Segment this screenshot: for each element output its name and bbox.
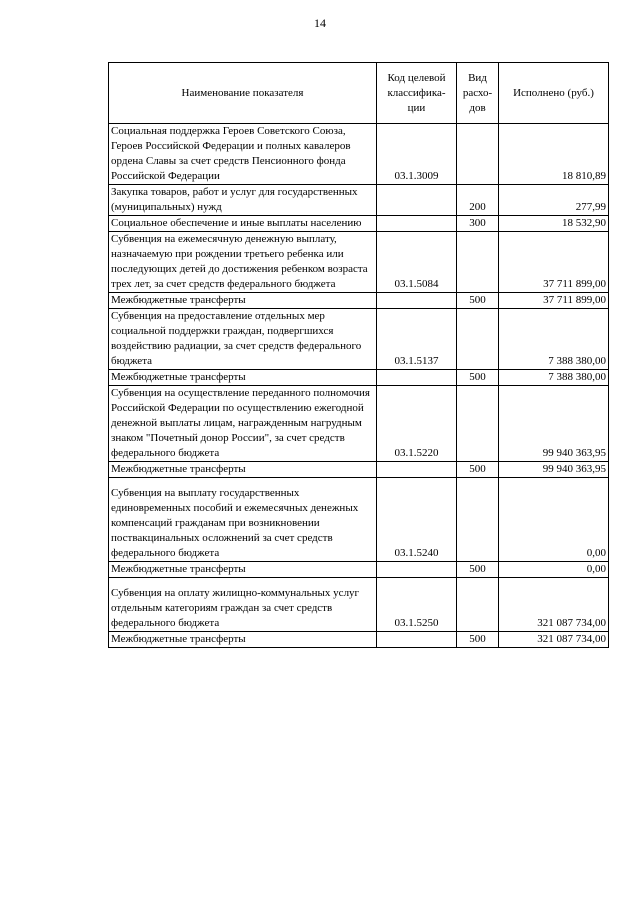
- row-code: 03.1.5250: [377, 578, 457, 632]
- row-code: [377, 462, 457, 478]
- expenditure-table: [108, 62, 609, 648]
- row-type: 500: [457, 632, 499, 648]
- row-name: Межбюджетные трансферты: [109, 632, 377, 648]
- row-name: Межбюджетные трансферты: [109, 293, 377, 309]
- row-sum: 277,99: [499, 185, 609, 216]
- row-sum: 99 940 363,95: [499, 462, 609, 478]
- row-name: Социальное обеспечение и иные выплаты населению: [109, 216, 377, 232]
- row-name: Субвенция на ежемесячную денежную выплату, назначаемую при рождении третьего ребенка или последующих детей до достижения ребенком возраста трех лет, за счет средств федерального бюджета: [109, 232, 377, 293]
- table-row: [109, 293, 609, 309]
- row-sum: 37 711 899,00: [499, 293, 609, 309]
- table-row: [109, 309, 609, 370]
- row-type: 500: [457, 562, 499, 578]
- row-sum: 18 532,90: [499, 216, 609, 232]
- table-row: [109, 632, 609, 648]
- table-row: [109, 216, 609, 232]
- row-sum: 18 810,89: [499, 124, 609, 185]
- page-number: 14: [314, 16, 326, 30]
- table-header-row: [109, 63, 609, 124]
- header-sum: Исполнено (руб.): [499, 63, 609, 124]
- row-code: [377, 293, 457, 309]
- row-code: [377, 632, 457, 648]
- row-name: Социальная поддержка Героев Советского Союза, Героев Российской Федерации и полных кавалеров ордена Славы за счет средств Пенсионного фонда Российской Федерации: [109, 124, 377, 185]
- row-name: Субвенция на осуществление переданного полномочия Российской Федерации по осуществлению ежегодной денежной выплаты лицам, награжденным нагрудным знаком "Почетный донор России", за счет средств федерального бюджета: [109, 386, 377, 462]
- row-sum: 37 711 899,00: [499, 232, 609, 293]
- row-code: [377, 216, 457, 232]
- row-code: [377, 370, 457, 386]
- row-code: 03.1.5220: [377, 386, 457, 462]
- row-type: 500: [457, 462, 499, 478]
- row-name: Закупка товаров, работ и услуг для государственных (муниципальных) нужд: [109, 185, 377, 216]
- row-sum: 321 087 734,00: [499, 632, 609, 648]
- row-code: [377, 562, 457, 578]
- row-name: Субвенция на оплату жилищно-коммунальных услуг отдельным категориям граждан за счет средств федерального бюджета: [109, 578, 377, 632]
- row-name: Субвенция на предоставление отдельных мер социальной поддержки граждан, подвергшихся воздействию радиации, за счет средств федерального бюджета: [109, 309, 377, 370]
- row-name: Субвенция на выплату государственных единовременных пособий и ежемесячных денежных компенсаций гражданам при возникновении поствакцинальных осложнений за счет средств федерального бюджета: [109, 478, 377, 562]
- table-row: [109, 370, 609, 386]
- header-type: Вид расхо-дов: [457, 63, 499, 124]
- table-row: [109, 478, 609, 562]
- row-sum: 99 940 363,95: [499, 386, 609, 462]
- row-type: [457, 309, 499, 370]
- row-name: Межбюджетные трансферты: [109, 462, 377, 478]
- table-row: [109, 185, 609, 216]
- row-type: 500: [457, 293, 499, 309]
- row-name: Межбюджетные трансферты: [109, 562, 377, 578]
- row-code: [377, 185, 457, 216]
- row-type: 200: [457, 185, 499, 216]
- row-sum: 0,00: [499, 562, 609, 578]
- table-row: [109, 578, 609, 632]
- row-code: 03.1.5137: [377, 309, 457, 370]
- row-code: 03.1.3009: [377, 124, 457, 185]
- table-row: [109, 462, 609, 478]
- row-type: [457, 478, 499, 562]
- row-type: [457, 124, 499, 185]
- row-sum: 7 388 380,00: [499, 370, 609, 386]
- row-name: Межбюджетные трансферты: [109, 370, 377, 386]
- row-type: [457, 578, 499, 632]
- row-type: [457, 386, 499, 462]
- row-sum: 7 388 380,00: [499, 309, 609, 370]
- row-code: 03.1.5084: [377, 232, 457, 293]
- table-row: [109, 232, 609, 293]
- row-sum: 0,00: [499, 478, 609, 562]
- row-code: 03.1.5240: [377, 478, 457, 562]
- row-sum: 321 087 734,00: [499, 578, 609, 632]
- table-row: [109, 386, 609, 462]
- row-type: 300: [457, 216, 499, 232]
- table-row: [109, 562, 609, 578]
- header-name: Наименование показателя: [109, 63, 377, 124]
- row-type: 500: [457, 370, 499, 386]
- row-type: [457, 232, 499, 293]
- header-code: Код целевой классифика-ции: [377, 63, 457, 124]
- table-row: [109, 124, 609, 185]
